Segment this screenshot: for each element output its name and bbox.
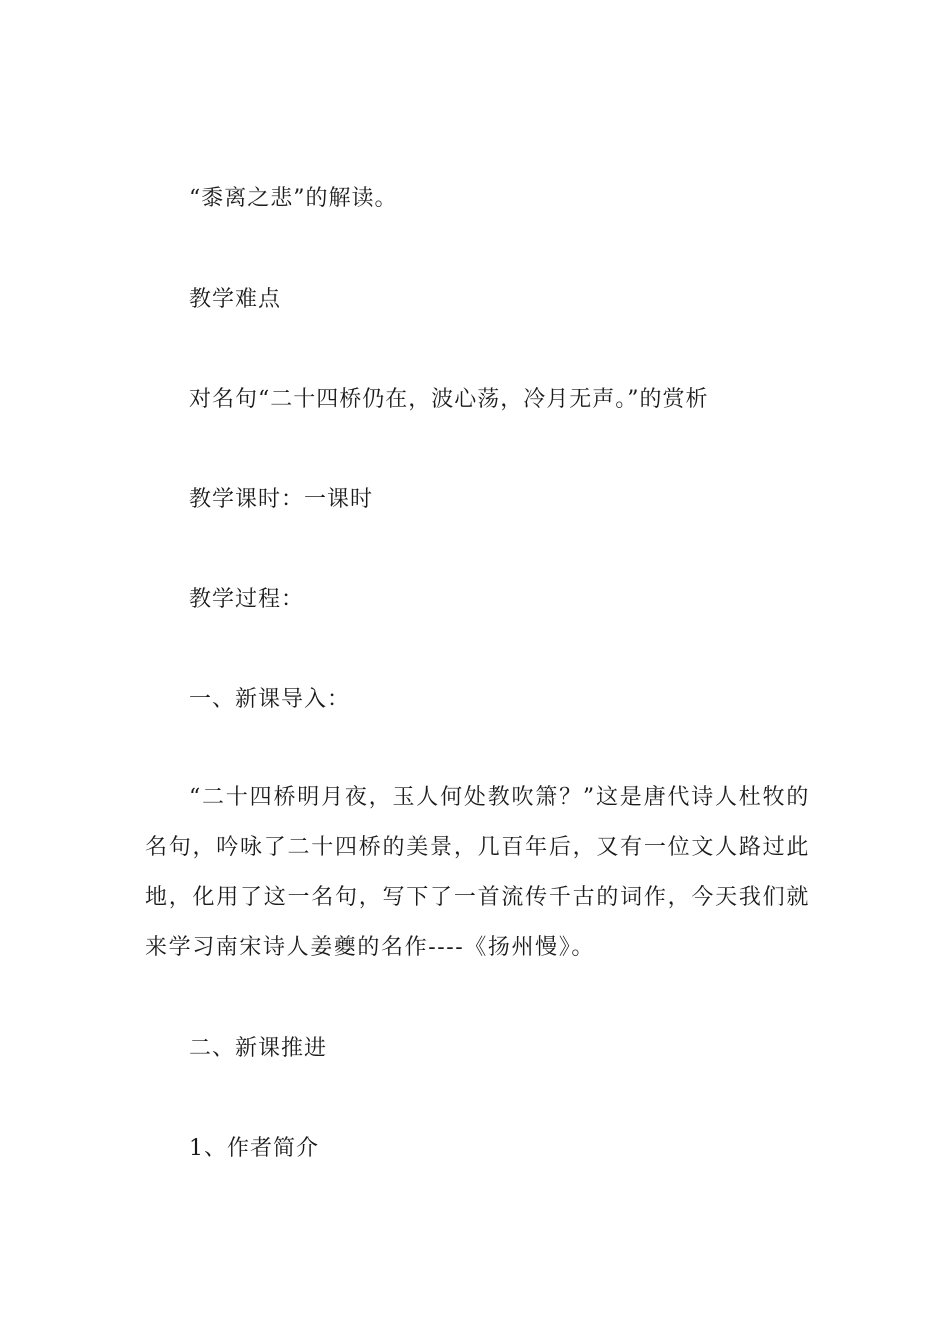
heading-teaching-difficulty: 教学难点 bbox=[189, 287, 282, 312]
heading-teaching-process: 教学过程： bbox=[189, 587, 305, 612]
text-line-class-hours: 教学课时：一课时 bbox=[189, 487, 374, 512]
heading-author-intro: 1、作者简介 bbox=[189, 1136, 319, 1161]
text-line-reading: “黍离之悲”的解读。 bbox=[189, 186, 398, 211]
heading-new-lesson-progress: 二、新课推进 bbox=[189, 1036, 328, 1061]
heading-new-lesson-intro: 一、新课导入： bbox=[189, 687, 351, 712]
text-line-appreciation: 对名句“二十四桥仍在，波心荡，冷月无声。”的赏析 bbox=[189, 387, 709, 412]
intro-paragraph: “二十四桥明月夜，玉人何处教吹箫？”这是唐代诗人杜牧的名句，吟咏了二十四桥的美景，几百年后，又有一位文人路过此地，化用了这一名句，写下了一首流传千古的词作，今天我们就来学习南宋诗人姜夔的名作----《扬州慢》。 bbox=[145, 785, 810, 960]
